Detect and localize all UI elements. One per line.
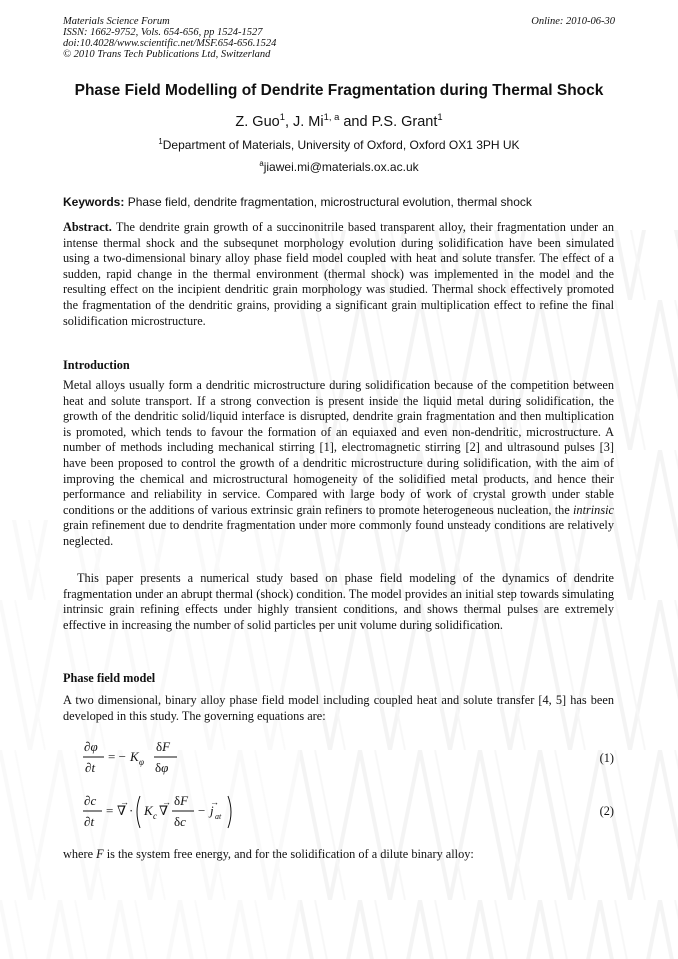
phase-field-paragraph: A two dimensional, binary alloy phase field model including coupled heat and solute transfer [4, 5] has been developed in this study. The governing equations are: [63,693,614,723]
paragraph-text: Metal alloys usually form a dendritic microstructure during solidification because of the competition between heat and solute transport. If a strong convection is present inside the liquid metal during solidification, the growth of the dendritic solid/liquid interface is disrupted, dendrite grain fragmentation and then multiplication is promoted, which tends to favour the formation of an equiaxed and even non-dendritic, microstructure. A number of methods including mechanical stirring [1], electromagnetic stirring [2] and ultrasound pulses [3] have been proposed to control the growth of a dendritic microstructure during solidification, with the aim of improving the chemical and microstructural homogeneity of the solidified metal products, and hence their performance and reliability in service. Compared with large body of work of crystal growth under stable conditions or the additions of various extrinsic grain refiners to promote heterogeneous nucleation, the [63,378,614,517]
introduction-paragraph-1 [63,378,614,550]
emphasis-text: intrinsic [573,502,614,517]
keywords-text: Phase field, dendrite fragmentation, microstructural evolution, thermal shock [124,195,532,209]
svg-text:at: at [215,812,222,821]
svg-text:∇: ∇ [159,803,169,818]
journal-name: Materials Science Forum [63,16,170,27]
keywords [63,195,623,209]
equation-1 [82,737,614,777]
svg-text:δc: δc [174,814,186,829]
introduction-paragraph-2: This paper presents a numerical study based on phase field modeling of the dynamics of dendrite fragmentation under an abrupt thermal (shock) condition. The model provides an initial step towards simulating intrinsic grain refining effects under highly transient conditions, and shows thermal pulses are extremely effective in increasing the number of solid particles per unit volume during solidification. [63,571,614,632]
svg-text:j: j [210,803,214,818]
svg-text:δφ: δφ [155,760,169,775]
svg-text:·: · [129,803,134,818]
contact-email [40,160,638,174]
svg-text:→: → [162,797,171,807]
equation-1-formula [82,737,222,779]
author-list [40,111,638,130]
paragraph-text: is the system free energy, and for the solidification of a dilute binary alloy: [103,847,474,861]
svg-text:→: → [210,797,219,807]
svg-text:−: − [198,803,206,818]
keywords-label: Keywords: [63,195,125,209]
svg-text:K: K [144,803,153,818]
affiliation [40,138,638,152]
paper-title: Phase Field Modelling of Dendrite Fragmentation during Thermal Shock [74,82,604,99]
paragraph-text: grain refinement due to dendrite fragmentation under more commonly found unsteady conditions are relatively neglected. [63,518,614,548]
svg-text:K: K [130,749,139,764]
affiliation-text: Department of Materials, University of Oxford, Oxford OX1 3PH UK [162,138,520,152]
introduction-heading: Introduction [63,358,130,372]
abstract-label: Abstract. [63,220,112,234]
paragraph-text: where [63,847,97,861]
svg-text:=: = [106,803,114,818]
svg-text:∇: ∇ [117,803,127,818]
equation-1-number: (1) [599,751,614,765]
author-name: J. Mi [293,114,324,130]
equation-2-formula [82,790,262,834]
svg-text:c: c [153,811,157,821]
svg-text:∂t: ∂t [85,760,96,775]
issn-line: ISSN: 1662-9752, Vols. 654-656, pp 1524-1527 [63,27,263,38]
author-separator: , [284,114,293,130]
copyright-line: © 2010 Trans Tech Publications Ltd, Switzerland [63,49,271,60]
svg-text:→: → [120,797,129,807]
equation-2 [82,790,614,830]
abstract-text: The dendrite grain growth of a succinonitrile based transparent alloy, their fragmentation under an intense thermal shock and the subsequnet morphology evolution during solidification have been simulated using a two-dimensional binary alloy phase field model coupled with heat and solute transfer. The effect of a sudden, rapid change in the thermal environment (thermal shock) was implemented in the model and the resulting effect on the incipient dendritic grain morphology was studied. Thermal shock effectively promoted the fragmentation of the dendritic grains, providing a significant grain multiplication effect to refine the final solidification microstructure. [63,220,614,328]
svg-text:∂φ: ∂φ [84,739,98,754]
author-affiliation-mark: 1 [437,111,443,123]
journal-header [63,16,276,60]
author-name: Z. Guo [235,114,280,130]
svg-text:∂t: ∂t [84,814,95,829]
email-mark: a [259,159,264,168]
equation-description [63,847,614,863]
doi-line[interactable]: doi:10.4028/www.scientific.net/MSF.654-656.1524 [63,38,277,49]
author-name: P.S. Grant [371,114,438,130]
equation-2-number: (2) [599,804,614,818]
svg-text:= −: = − [108,749,126,764]
author-affiliation-mark: 1 [279,111,285,123]
online-date: Online: 2010-06-30 [531,16,615,27]
author-affiliation-mark: 1, a [323,111,340,123]
affiliation-mark: 1 [158,137,163,146]
svg-text:∂c: ∂c [84,793,97,808]
phase-field-heading: Phase field model [63,671,156,685]
email-address[interactable]: jiawei.mi@materials.ox.ac.uk [263,160,419,174]
symbol-text: F [96,847,104,861]
author-separator: and [339,114,372,130]
svg-text:δF: δF [156,739,171,754]
svg-text:δF: δF [174,793,189,808]
abstract [63,220,614,329]
svg-text:φ: φ [139,757,144,767]
